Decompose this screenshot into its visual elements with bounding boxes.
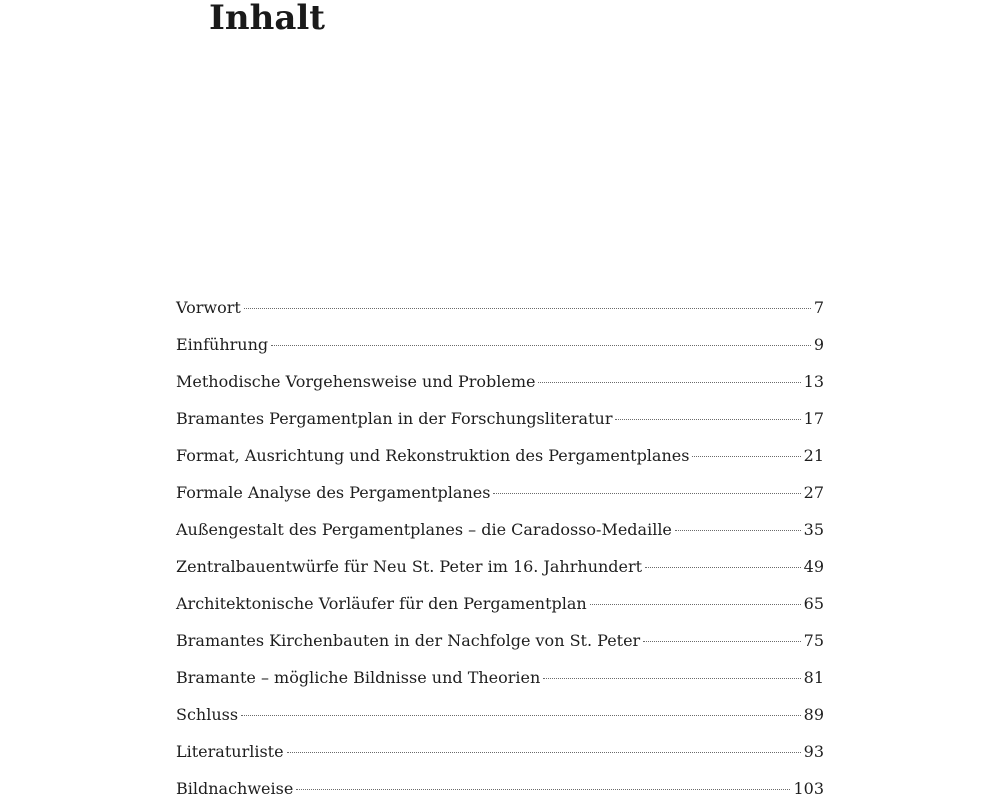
dot-leader [538,382,800,383]
toc-entry-title: Zentralbauentwürfe für Neu St. Peter im 16. Jahrhundert [176,557,643,576]
toc-entry-page: 9 [813,335,824,354]
dot-leader [287,752,801,753]
toc-entry-page: 13 [803,372,824,391]
dot-leader [271,345,811,346]
dot-leader [493,493,800,494]
toc-entry-title: Schluss [176,705,239,724]
dot-leader [296,789,790,790]
toc-entry-page: 49 [803,557,824,576]
dot-leader [692,456,800,457]
page-title: Inhalt [209,0,325,38]
table-of-contents [176,293,824,811]
dot-leader [241,715,801,716]
toc-entry-page: 27 [803,483,824,502]
toc-entry [176,441,824,478]
toc-entry-title: Außengestalt des Pergamentplanes – die Caradosso-Medaille [176,520,672,539]
toc-entry-page: 35 [803,520,824,539]
toc-entry-title: Bramante – mögliche Bildnisse und Theorien [176,668,541,687]
toc-entry-title: Bramantes Pergamentplan in der Forschungsliteratur [176,409,613,428]
toc-entry [176,478,824,515]
dot-leader [643,641,800,642]
dot-leader [543,678,800,679]
toc-entry-page: 17 [803,409,824,428]
toc-entry-title: Methodische Vorgehensweise und Probleme [176,372,536,391]
toc-entry [176,663,824,700]
toc-entry [176,330,824,367]
toc-entry-page: 75 [803,631,824,650]
toc-entry-title: Einführung [176,335,269,354]
toc-entry [176,515,824,552]
toc-entry-title: Bildnachweise [176,779,294,798]
toc-entry [176,552,824,589]
dot-leader [244,308,811,309]
toc-entry-page: 21 [803,446,824,465]
toc-entry [176,700,824,737]
dot-leader [615,419,800,420]
toc-entry-title: Format, Ausrichtung und Rekonstruktion des Pergamentplanes [176,446,690,465]
toc-entry [176,626,824,663]
toc-entry-page: 89 [803,705,824,724]
dot-leader [645,567,801,568]
toc-entry [176,367,824,404]
toc-entry-title: Formale Analyse des Pergamentplanes [176,483,491,502]
toc-entry-page: 65 [803,594,824,613]
toc-entry [176,293,824,330]
toc-entry-page: 93 [803,742,824,761]
toc-entry-title: Vorwort [176,298,241,317]
toc-entry-title: Architektonische Vorläufer für den Pergamentplan [176,594,587,613]
toc-entry [176,737,824,774]
toc-entry-page: 81 [803,668,824,687]
toc-entry-title: Literaturliste [176,742,284,761]
toc-entry [176,404,824,441]
toc-entry-page: 7 [813,298,824,317]
dot-leader [590,604,801,605]
dot-leader [675,530,801,531]
toc-entry-title: Bramantes Kirchenbauten in der Nachfolge von St. Peter [176,631,641,650]
toc-entry [176,589,824,626]
toc-entry [176,774,824,811]
toc-entry-page: 103 [793,779,824,798]
